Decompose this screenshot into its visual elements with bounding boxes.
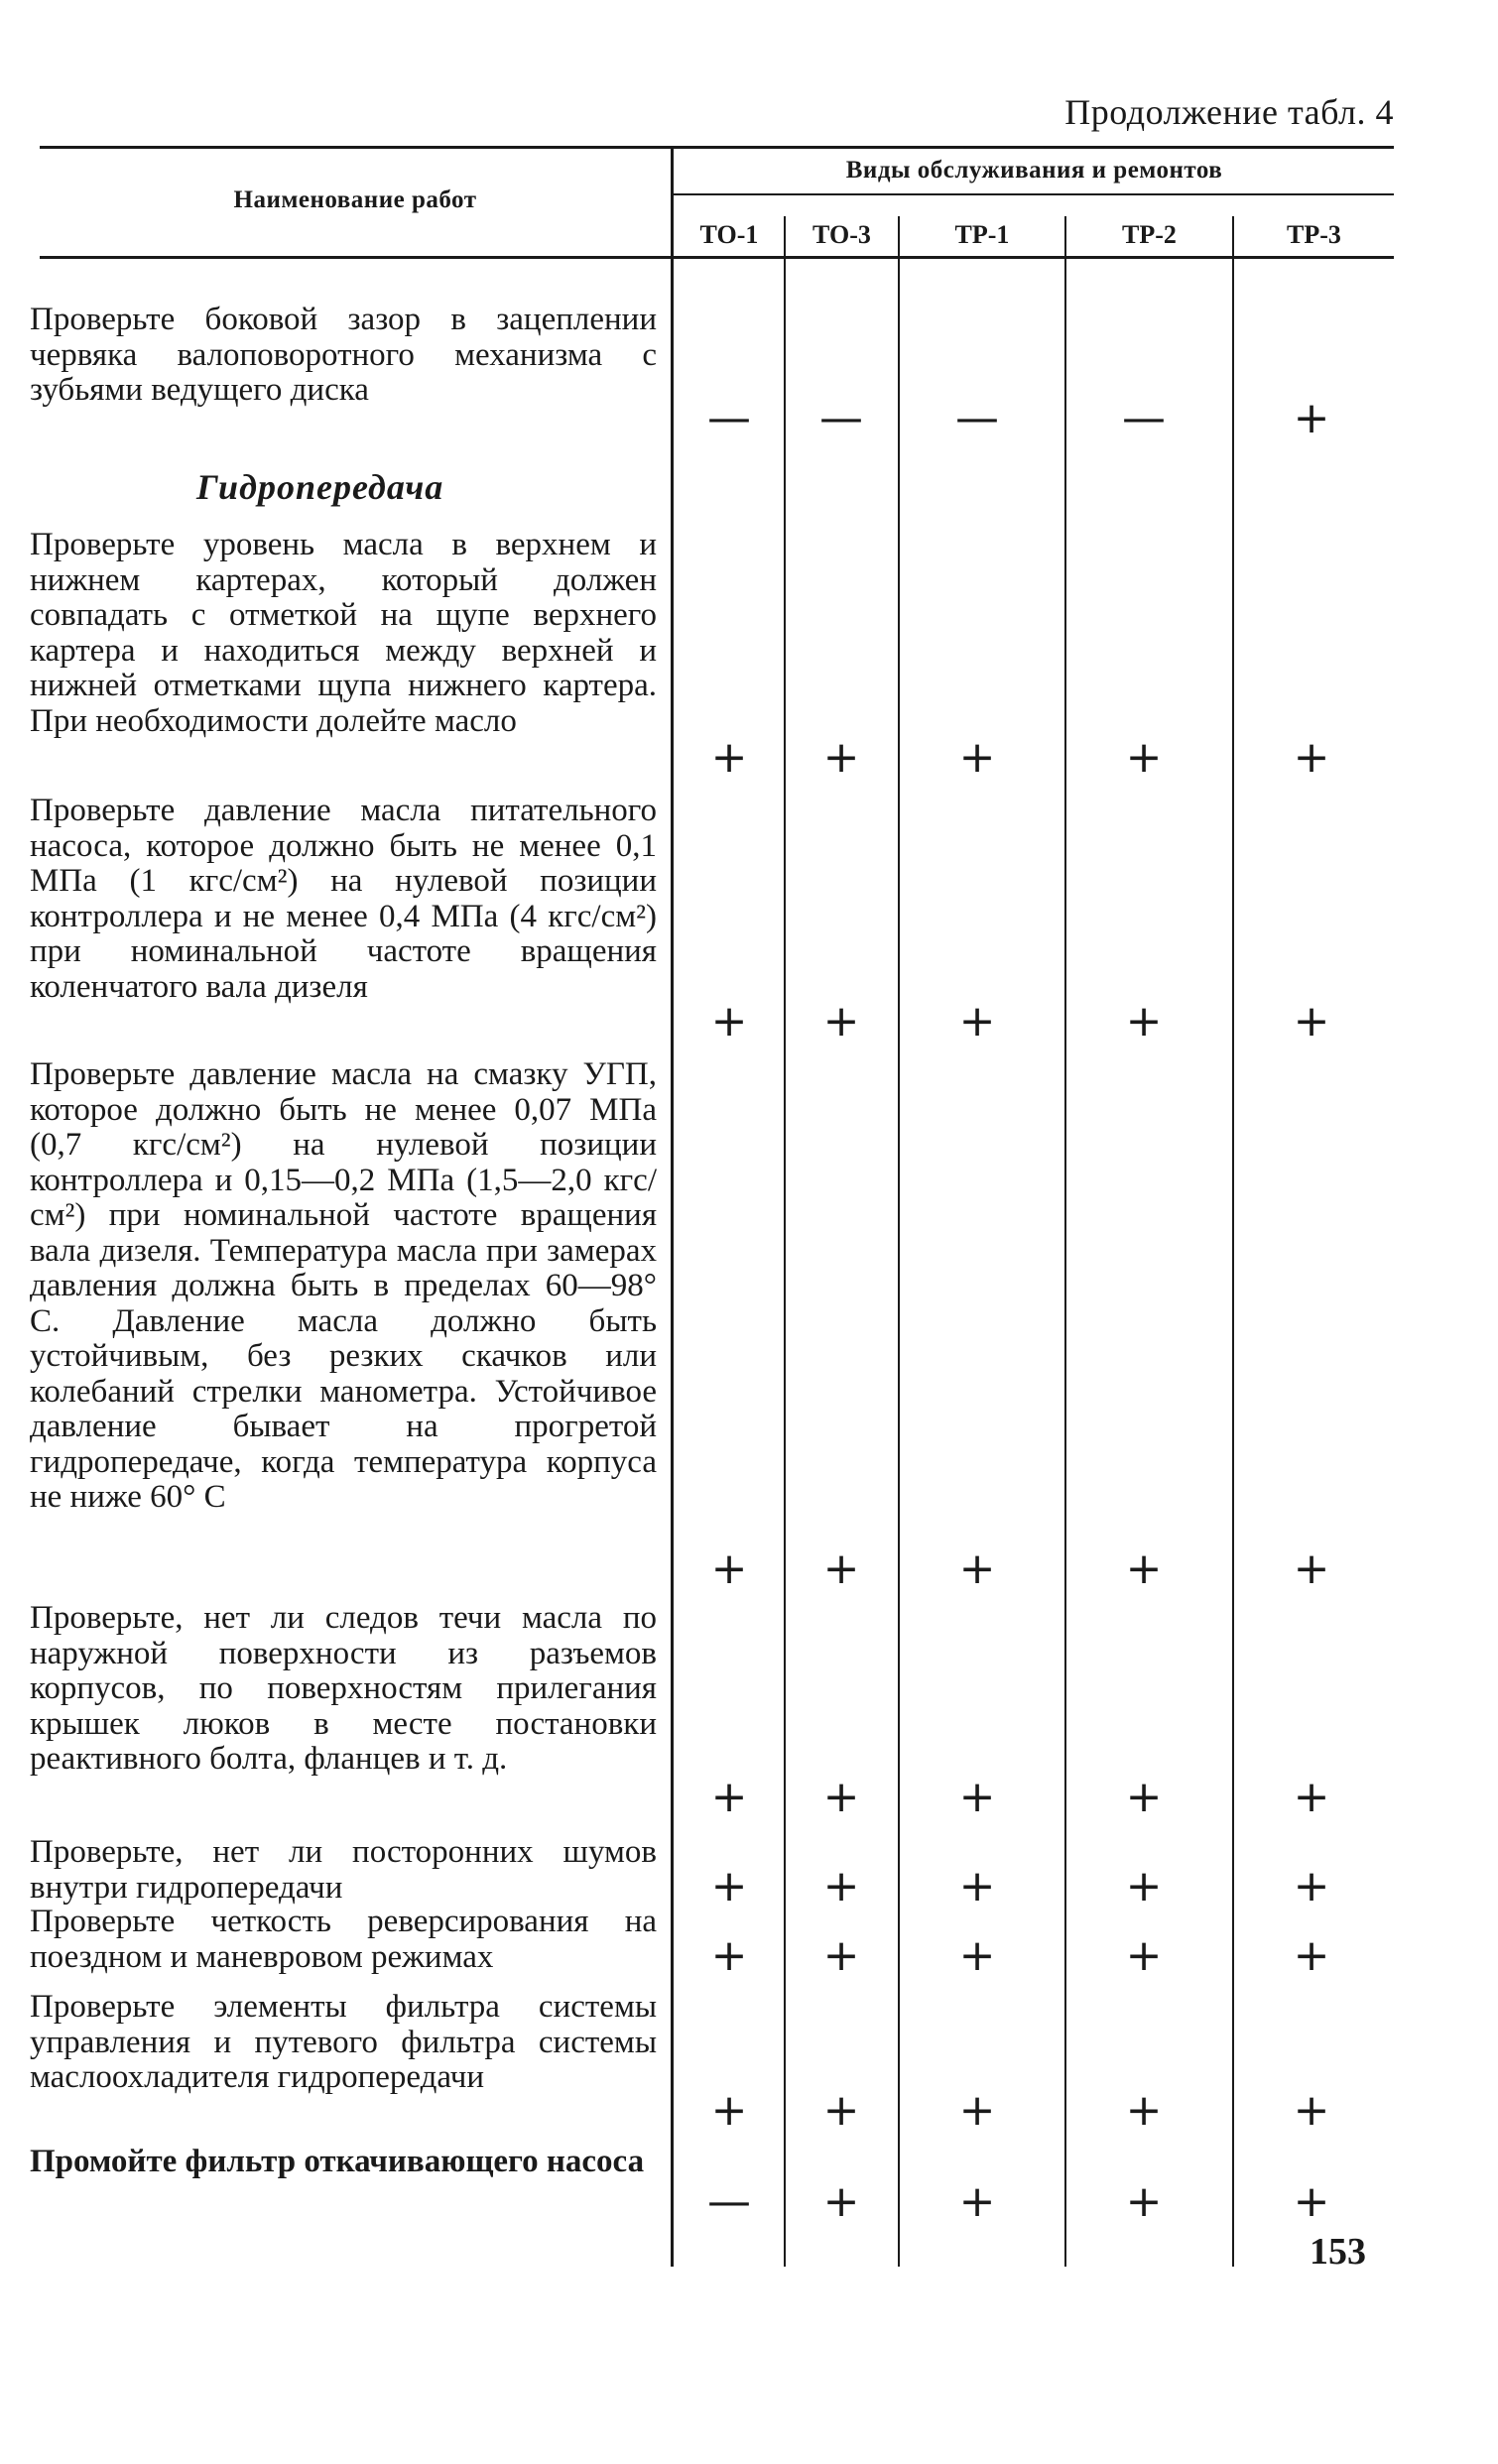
work-item: Проверьте, нет ли следов течи масла по наружной поверхности из разъемов корпусов, по поверхностям прилегания крышек люков в месте постановки реактивного болта, фланцев и т. д. [30, 1600, 657, 1777]
work-item: Проверьте элементы фильтра системы управления и путевого фильтра системы маслоохладителя гидропередачи [30, 1989, 657, 2095]
work-item: Проверьте боковой зазор в зацеплении червяка валоповоротного механизма с зубьями ведущего диска [30, 302, 657, 408]
table-caption: Продолжение табл. 4 [1064, 92, 1394, 132]
mark-cell: + [1293, 2085, 1330, 2136]
mark-cell: + [822, 2085, 860, 2136]
group-header-rule [673, 193, 1394, 195]
mark-cell: + [1293, 1772, 1330, 1822]
work-item: Проверьте давление масла на смазку УГП, которое должно быть не менее 0,07 МПа (0,7 кгс/см²) на нулевой позиции контроллера и 0,15—0,2 МПа (1,5—2,0 кгс/см²) при номинальной частоте вращения вала дизеля. Температура масла при замерах давления должна быть в пределах 60—98° С. Давление масла должно быть устойчивым, без резких скачков или колебаний стрелки манометра. Устойчивое давление бывает на прогретой гидропередаче, когда температура корпуса не ниже 60° С [30, 1056, 657, 1515]
mark-cell: + [1125, 732, 1163, 783]
mark-cell: — [955, 393, 999, 443]
mark-cell: + [1125, 1772, 1163, 1822]
column-header-to1: ТО-1 [699, 220, 759, 249]
mark-cell: + [1125, 1930, 1163, 1981]
mark-cell: + [1293, 1861, 1330, 1911]
mark-cell: + [1293, 1543, 1330, 1594]
mark-cell: — [707, 2176, 751, 2227]
group-header: Виды обслуживания и ремонтов [845, 157, 1223, 184]
mark-cell: + [958, 1861, 996, 1911]
name-column-divider [671, 149, 674, 2267]
mark-cell: + [822, 1930, 860, 1981]
mark-cell: + [1293, 393, 1330, 443]
mark-cell: + [1125, 1861, 1163, 1911]
work-item: Проверьте уровень масла в верхнем и нижнем картерах, который должен совпадать с отметкой на щупе верхнего картера и находиться между верхней и нижней отметками щупа нижнего картера. При необходимости долейте масло [30, 527, 657, 739]
column-header-to3: ТО-3 [812, 220, 871, 249]
work-item: Проверьте четкость реверсирования на поездном и маневровом режимах [30, 1904, 657, 1975]
header-bottom-rule [40, 256, 1394, 259]
mark-cell: + [958, 732, 996, 783]
mark-cell: + [958, 2176, 996, 2227]
mark-cell: — [1122, 393, 1166, 443]
column-divider-tr1-tr2 [1064, 216, 1066, 2267]
mark-cell: + [958, 2085, 996, 2136]
mark-cell: + [958, 1543, 996, 1594]
page-number: 153 [1310, 2231, 1366, 2273]
section-title: Гидропередача [196, 467, 444, 507]
mark-cell: + [710, 1861, 748, 1911]
mark-cell: + [710, 2085, 748, 2136]
mark-cell: + [710, 1772, 748, 1822]
column-header-tr2: ТР-2 [1122, 220, 1177, 249]
mark-cell: + [710, 996, 748, 1047]
mark-cell: + [958, 1930, 996, 1981]
column-header-tr1: ТР-1 [954, 220, 1010, 249]
mark-cell: + [822, 2176, 860, 2227]
mark-cell: + [710, 732, 748, 783]
work-item: Проверьте давление масла питательного насоса, которое должно быть не менее 0,1 МПа (1 кгс/см²) на нулевой позиции контроллера и не менее 0,4 МПа (4 кгс/см²) при номинальной частоте вращения коленчатого вала дизеля [30, 793, 657, 1005]
mark-cell: — [819, 393, 863, 443]
mark-cell: + [710, 1543, 748, 1594]
work-item: Проверьте, нет ли посторонних шумов внутри гидропередачи [30, 1834, 657, 1906]
column-divider-to1-to3 [784, 216, 786, 2267]
name-column-header: Наименование работ [233, 186, 477, 213]
mark-cell: + [1293, 996, 1330, 1047]
mark-cell: + [1125, 2176, 1163, 2227]
mark-cell: + [958, 996, 996, 1047]
work-item: Промойте фильтр откачивающего насоса [30, 2144, 645, 2179]
mark-cell: + [1293, 1930, 1330, 1981]
mark-cell: + [822, 1861, 860, 1911]
mark-cell: + [822, 1543, 860, 1594]
mark-cell: + [1125, 996, 1163, 1047]
mark-cell: + [1125, 1543, 1163, 1594]
mark-cell: + [822, 732, 860, 783]
mark-cell: + [822, 1772, 860, 1822]
mark-cell: + [958, 1772, 996, 1822]
table-top-rule [40, 146, 1394, 149]
mark-cell: + [1125, 2085, 1163, 2136]
column-divider-tr2-tr3 [1232, 216, 1234, 2267]
mark-cell: — [707, 393, 751, 443]
mark-cell: + [822, 996, 860, 1047]
mark-cell: + [1293, 2176, 1330, 2227]
column-divider-to3-tr1 [898, 216, 900, 2267]
mark-cell: + [1293, 732, 1330, 783]
mark-cell: + [710, 1930, 748, 1981]
column-header-tr3: ТР-3 [1287, 220, 1341, 249]
